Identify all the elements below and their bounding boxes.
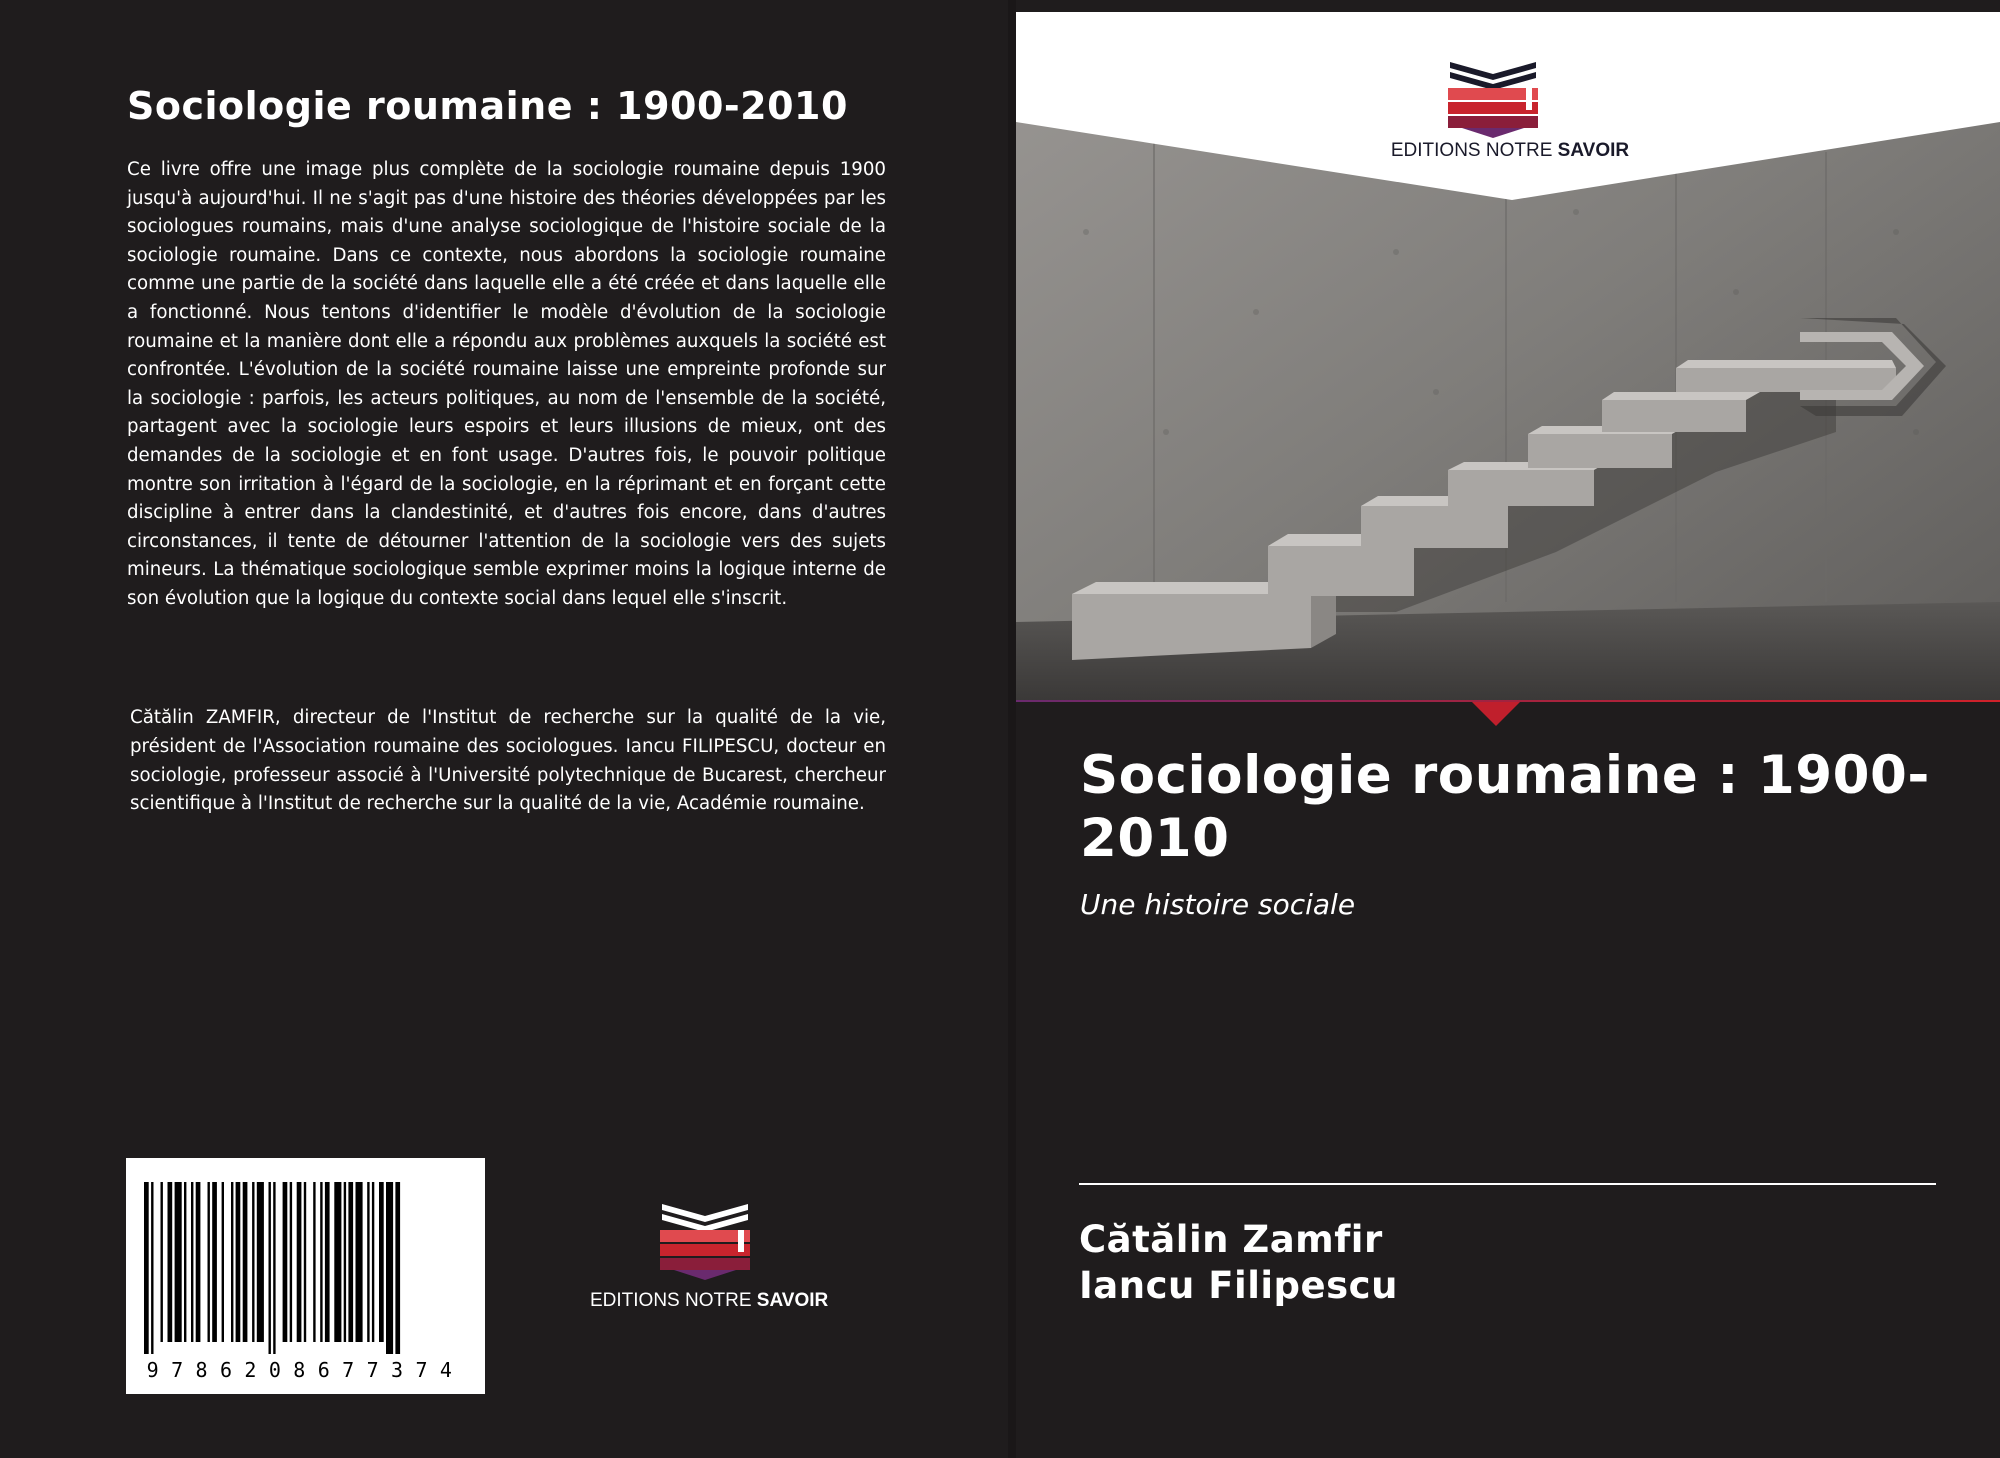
isbn-barcode bbox=[126, 1158, 485, 1394]
barcode-bar bbox=[161, 1182, 163, 1342]
barcode-bar bbox=[313, 1182, 315, 1342]
barcode-bar bbox=[184, 1182, 186, 1342]
barcode-bar bbox=[168, 1182, 173, 1342]
barcode-bar bbox=[191, 1182, 193, 1342]
barcode-bar bbox=[151, 1182, 153, 1354]
barcode-bar bbox=[243, 1182, 248, 1342]
barcode-bar bbox=[236, 1182, 241, 1342]
barcode-bar bbox=[196, 1182, 201, 1342]
author-name: Iancu Filipescu bbox=[1079, 1264, 1398, 1307]
barcode-bar bbox=[304, 1182, 306, 1342]
barcode-bar bbox=[344, 1182, 346, 1342]
barcode-bar bbox=[367, 1182, 369, 1342]
author-bio: Cătălin ZAMFIR, directeur de l'Institut de recherche sur la qualité de la vie, président de l'Association roumaine des sociologues. Iancu FILIPESCU, docteur en sociologie, professeur associé à l'Université polytechnique de Bucarest, chercheur scientifique à l'Institut de recherche sur la qualité de la vie, Académie roumaine. bbox=[130, 707, 886, 815]
back-cover-title: Sociologie roumaine : 1900-2010 bbox=[127, 84, 848, 128]
barcode-bar bbox=[144, 1182, 149, 1354]
barcode-bar bbox=[395, 1182, 400, 1354]
front-cover-subtitle: Une histoire sociale bbox=[1080, 888, 1356, 921]
barcode-bars bbox=[144, 1182, 467, 1354]
barcode-bar bbox=[379, 1182, 384, 1342]
barcode-bar bbox=[212, 1182, 217, 1342]
barcode-bar bbox=[348, 1182, 353, 1342]
barcode-bar bbox=[283, 1182, 288, 1342]
barcode-bar bbox=[257, 1182, 264, 1342]
barcode-bar bbox=[273, 1182, 275, 1354]
front-publisher-name: EDITIONS NOTRE SAVOIR bbox=[1390, 140, 1630, 161]
red-pointer-triangle bbox=[1472, 702, 1520, 726]
title-divider bbox=[1079, 1183, 1936, 1185]
isbn-number: 9786208677374 bbox=[146, 1358, 465, 1382]
back-publisher-logo bbox=[590, 1200, 829, 1320]
barcode-bar bbox=[290, 1182, 292, 1342]
barcode-bar bbox=[356, 1182, 363, 1342]
barcode-bar bbox=[231, 1182, 233, 1342]
book-blurb: Ce livre offre une image plus complète de la sociologie roumaine depuis 1900 jusqu'à aujourd'hui. Il ne s'agit pas d'une histoire des théories développées par les sociologues roumains, mais d'une analyse sociologique de l'histoire sociale de la sociologie roumaine. Dans ce contexte, nous abordons la sociologie roumaine comme une partie de la société dans laquelle elle a été créée et dans laquelle elle a fonctionné. Nous tentons d'identifier le modèle d'évolution de la sociologie roumaine et la manière dont elle a répondu aux problèmes auxquels la société est confrontée. L'évolution de la société roumaine laisse une empreinte profonde sur la sociologie : parfois, les acteurs politiques, au nom de l'ensemble de la société, partagent avec la sociologie leurs espoirs et leurs illusions de mieux, ont des demandes de la sociologie et en font usage. D'autres fois, le pouvoir politique montre son irritation à l'égard de la sociologie, en la réprimant et en forçant cette discipline à entrer dans la clandestinité, et d'autres fois encore, dans d'autres circonstances, il tente de détourner l'attention de la sociologie vers des sujets mineurs. La thématique sociologique semble exprimer moins la logique interne de son évolution que la logique du contexte social dans lequel elle s'inscrit. bbox=[127, 159, 886, 609]
barcode-bar bbox=[325, 1182, 330, 1342]
front-publisher-logo bbox=[1350, 58, 1670, 178]
book-spine bbox=[1008, 0, 1016, 1458]
barcode-bar bbox=[372, 1182, 374, 1342]
book-stack-logo-icon bbox=[1444, 58, 1542, 140]
barcode-bar bbox=[208, 1182, 210, 1342]
barcode-bar bbox=[320, 1182, 322, 1342]
front-cover-title: Sociologie roumaine : 1900-2010 bbox=[1080, 745, 1930, 869]
barcode-bar bbox=[269, 1182, 271, 1354]
book-stack-logo-icon bbox=[656, 1200, 754, 1282]
barcode-bar bbox=[222, 1182, 224, 1342]
barcode-bar bbox=[386, 1182, 393, 1354]
barcode-bar bbox=[252, 1182, 254, 1342]
barcode-bar bbox=[175, 1182, 182, 1342]
barcode-bar bbox=[334, 1182, 341, 1342]
author-name: Cătălin Zamfir bbox=[1079, 1218, 1383, 1261]
back-publisher-name: EDITIONS NOTRE SAVOIR bbox=[590, 1290, 829, 1311]
barcode-bar bbox=[297, 1182, 302, 1342]
